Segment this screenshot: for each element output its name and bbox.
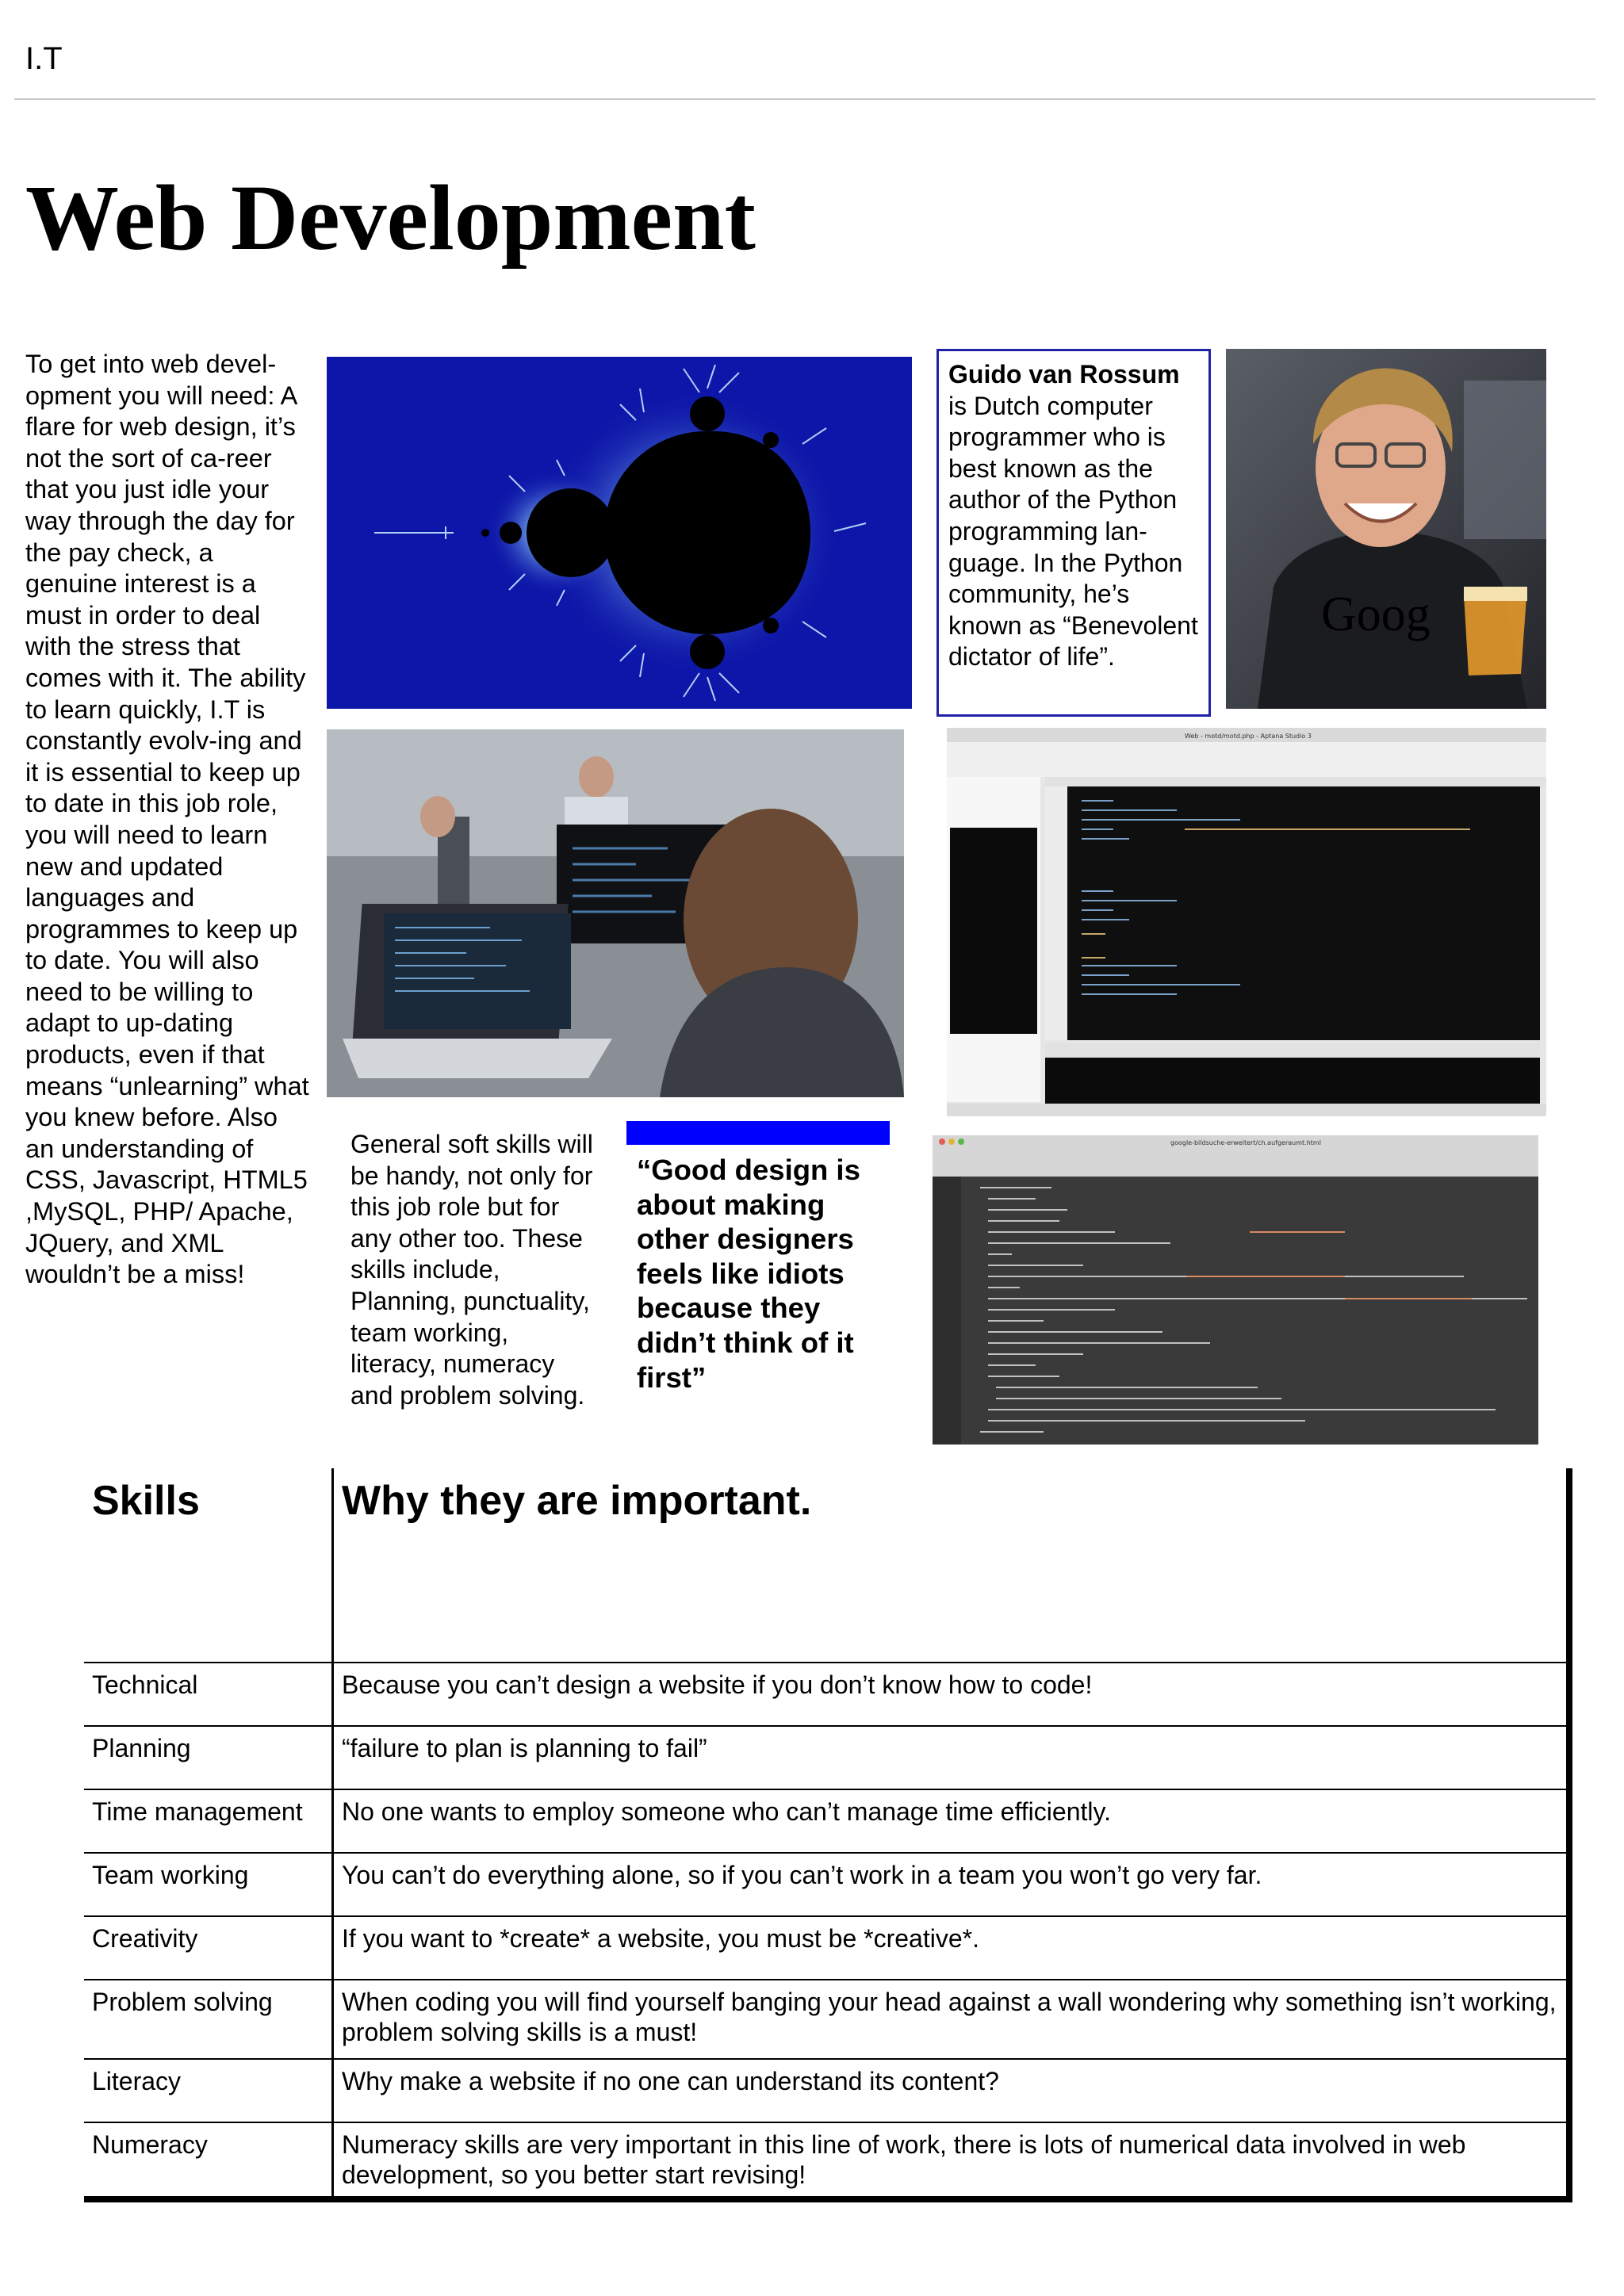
table-row	[84, 1916, 1572, 1980]
reason-cell: Numeracy skills are very important in this line of work, there is lots of numerical data involved in web development, so you better start revising!	[333, 2122, 1572, 2202]
table-right-border	[1566, 1468, 1572, 2202]
header-label: I.T	[25, 41, 63, 76]
table-header-why: Why they are important.	[333, 1468, 1572, 1663]
reason-cell: If you want to *create* a website, you must be *creative*.	[333, 1916, 1572, 1980]
reason-cell: No one wants to employ someone who can’t manage time efficiently.	[333, 1789, 1572, 1853]
table-row	[84, 2059, 1572, 2122]
code-editor-screenshot	[933, 1135, 1538, 1445]
skills-table	[84, 1468, 1572, 2202]
table-row	[84, 1663, 1572, 1726]
table-bottom-border	[84, 2196, 1572, 2202]
soft-skills-paragraph: General soft skills will be handy, not only for this job role but for any other too. These skills include, Planning, punctuality, team working, literacy, numeracy and problem solving.	[350, 1130, 593, 1410]
table-row	[84, 1789, 1572, 1853]
page-title: Web Development	[25, 166, 756, 270]
table-row	[84, 1726, 1572, 1789]
reason-cell: When coding you will find yourself banging your head against a wall wondering why something isn’t working, problem solving skills is a must!	[333, 1980, 1572, 2059]
reason-cell: Why make a website if no one can understand its content?	[333, 2059, 1572, 2122]
skill-cell: Time management	[84, 1789, 333, 1853]
skill-cell: Creativity	[84, 1916, 333, 1980]
header-divider	[14, 98, 1595, 100]
reason-cell: Because you can’t design a website if you don’t know how to code!	[333, 1663, 1572, 1726]
shirt-logo-text: Goog	[1321, 587, 1431, 641]
bio-box	[936, 349, 1211, 717]
reason-cell: You can’t do everything alone, so if you can’t work in a team you won’t go very far.	[333, 1853, 1572, 1916]
quote-accent-bar	[626, 1121, 890, 1145]
skill-cell: Numeracy	[84, 2122, 333, 2202]
pull-quote: “Good design is about making other designers feels like idiots because they didn’t think of it first”	[637, 1154, 860, 1394]
ide-title: Web - motd/motd.php - Aptana Studio 3	[1185, 733, 1312, 740]
table-row	[84, 1980, 1572, 2059]
table-header-row	[84, 1468, 1572, 1663]
table-row	[84, 2122, 1572, 2202]
guido-van-rossum-photo	[1226, 349, 1546, 709]
table-row	[84, 1853, 1572, 1916]
bio-text: is Dutch computer programmer who is best known as the author of the Python programming lan-guage. In the Python community, he’s known as “Benevolent dictator of life”.	[948, 391, 1198, 672]
developers-office-photo	[327, 729, 904, 1097]
skill-cell: Planning	[84, 1726, 333, 1789]
ide-screenshot	[947, 728, 1546, 1116]
code-window-title: google-bildsuche-erweitert/ch.aufgeraumt.html	[1170, 1139, 1321, 1146]
intro-paragraph: To get into web devel-opment you will need: A flare for web design, it’s not the sort of ca-reer that you just idle your way through the day for the pay check, a genuine interest is a must in order to deal with the stress that comes with it. The ability to learn quickly, I.T is constantly evolv-ing and it is essential to keep up to date in this job role, you will need to learn new and updated languages and programmes to keep up to date. You will also need to be willing to adapt to up-dating products, even if that means “unlearning” what you knew before. Also an understanding of CSS, Javascript, HTML5 ,MySQL, PHP/ Apache, JQuery, and XML wouldn’t be a miss!	[25, 350, 309, 1289]
skill-cell: Technical	[84, 1663, 333, 1726]
skill-cell: Problem solving	[84, 1980, 333, 2059]
bio-name: Guido van Rossum	[948, 360, 1180, 388]
skill-cell: Team working	[84, 1853, 333, 1916]
skill-cell: Literacy	[84, 2059, 333, 2122]
table-header-skills: Skills	[84, 1468, 333, 1663]
reason-cell: “failure to plan is planning to fail”	[333, 1726, 1572, 1789]
mandelbrot-fractal-image	[327, 357, 912, 709]
